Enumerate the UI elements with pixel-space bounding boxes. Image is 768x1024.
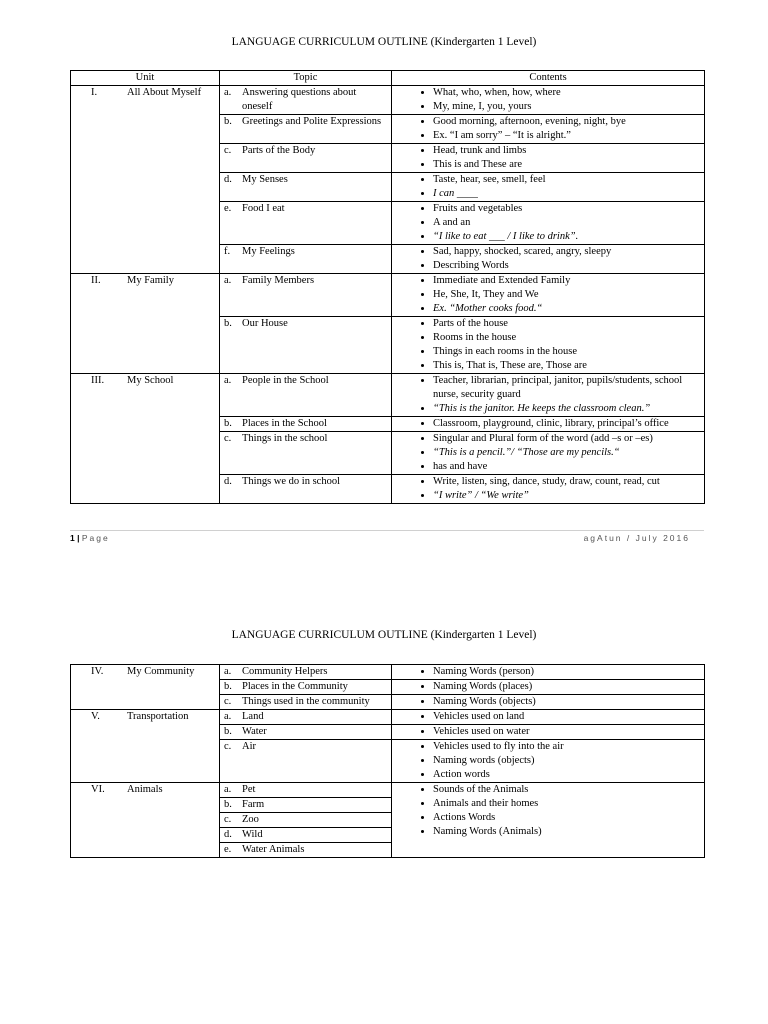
contents-list [395,202,701,244]
contents-list [395,115,701,143]
content-item: • He, She, It, They and We [433,288,701,302]
topic-text: Places in the Community [242,681,348,692]
content-item: • Actions Words [433,811,701,825]
topic-text: Land [242,711,264,722]
topic-text: Community Helpers [242,666,328,677]
header-contents: Contents [392,71,705,86]
unit-number: I. [91,87,98,98]
unit-number: III. [91,375,105,386]
topic-text: My Senses [242,174,288,185]
contents-cell [392,680,705,695]
topic-letter: a. [224,784,232,795]
content-item: • Action words [433,768,701,782]
topic-text: Air [242,741,256,752]
topic-text: Food I eat [242,203,285,214]
unit-number: V. [91,711,100,722]
table-body [71,665,705,858]
topic-cell [220,417,392,432]
contents-cell [392,475,705,504]
topic-cell [220,665,392,680]
content-item: • Teacher, librarian, principal, janitor, pupils/students, school nurse, security guard [433,374,701,402]
contents-cell [392,86,705,115]
content-item: • Vehicles used on land [433,710,701,724]
contents-list [395,710,701,724]
contents-list [395,475,701,503]
topic-letter: d. [224,174,232,185]
topic-letter: a. [224,87,232,98]
topic-text: Farm [242,799,265,810]
contents-list [395,374,701,416]
content-item: • Vehicles used to fly into the air [433,740,701,754]
header-topic: Topic [220,71,392,86]
unit-name: Animals [127,784,163,795]
header-unit: Unit [71,71,220,86]
topic-letter: c. [224,814,232,825]
content-item: • Naming Words (person) [433,665,701,679]
topic-cell [220,317,392,374]
content-item: • Things in each rooms in the house [433,345,701,359]
table-row [71,86,705,115]
topic-cell [220,245,392,274]
topic-cell [220,144,392,173]
contents-cell [392,740,705,783]
topic-letter: a. [224,666,232,677]
topic-text: Water [242,726,267,737]
content-item: • Immediate and Extended Family [433,274,701,288]
topic-text: Family Members [242,275,315,286]
topic-text: Zoo [242,814,259,825]
topic-letter: e. [224,844,232,855]
topic-cell [220,813,392,828]
topic-text: Pet [242,784,256,795]
topic-text: Answering questions about oneself [242,87,357,112]
table-body [71,86,705,504]
page-word: Page [81,533,110,543]
content-item: • Fruits and vegetables [433,202,701,216]
content-item: • “This is a pencil.”/ “Those are my pencils.“ [433,446,701,460]
curriculum-table-page-1 [70,70,705,504]
contents-list [395,783,701,839]
unit-cell [71,783,220,858]
topic-letter: b. [224,726,232,737]
contents-cell [392,695,705,710]
contents-cell [392,144,705,173]
content-item: • Sounds of the Animals [433,783,701,797]
topic-letter: b. [224,799,232,810]
topic-letter: b. [224,681,232,692]
unit-number: II. [91,275,101,286]
content-item: • Singular and Plural form of the word (add –s or –es) [433,432,701,446]
content-item: • “This is the janitor. He keeps the classroom clean.” [433,402,701,416]
unit-name: My School [127,375,174,386]
contents-list [395,274,701,316]
topic-text: Wild [242,829,263,840]
content-item: • Taste, hear, see, smell, feel [433,173,701,187]
content-item: • Rooms in the house [433,331,701,345]
topic-cell [220,432,392,475]
content-item: • Naming Words (places) [433,680,701,694]
content-item: • Classroom, playground, clinic, library, principal’s office [433,417,701,431]
content-item: • Ex. “I am sorry” – “It is alright.” [433,129,701,143]
topic-cell [220,86,392,115]
content-item: • Ex. “Mother cooks food.“ [433,302,701,316]
contents-list [395,432,701,474]
content-item: • Naming Words (Animals) [433,825,701,839]
contents-list [395,144,701,172]
topic-letter: b. [224,116,232,127]
topic-text: Things in the school [242,433,328,444]
topic-cell [220,798,392,813]
contents-list [395,695,701,709]
unit-cell [71,274,220,374]
topic-text: Our House [242,318,288,329]
unit-cell [71,710,220,783]
page-number: 1 [70,533,75,543]
unit-cell [71,665,220,710]
unit-cell [71,86,220,274]
contents-list [395,173,701,201]
topic-cell [220,202,392,245]
content-item: • Naming Words (objects) [433,695,701,709]
topic-cell [220,374,392,417]
contents-list [395,245,701,273]
page-title: LANGUAGE CURRICULUM OUTLINE (Kindergarten 1 Level) [231,629,537,641]
contents-cell [392,417,705,432]
topic-cell [220,173,392,202]
topic-text: Things we do in school [242,476,340,487]
content-item: • Naming words (objects) [433,754,701,768]
topic-letter: a. [224,375,232,386]
contents-cell [392,710,705,725]
header-row [71,71,705,86]
content-item: • “I like to eat ___ / I like to drink”. [433,230,701,244]
topic-letter: b. [224,418,232,429]
topic-text: Greetings and Polite Expressions [242,116,382,127]
content-item: • My, mine, I, you, yours [433,100,701,114]
contents-cell [392,374,705,417]
footer-divider [70,530,704,531]
topic-letter: a. [224,711,232,722]
contents-cell [392,245,705,274]
contents-cell [392,317,705,374]
topic-text: Things used in the community [242,696,370,707]
table-row [71,665,705,680]
topic-cell [220,695,392,710]
contents-cell [392,725,705,740]
content-item: • has and have [433,460,701,474]
topic-letter: c. [224,433,232,444]
topic-letter: d. [224,829,232,840]
topic-text: Places in the School [242,418,327,429]
unit-number: IV. [91,666,104,677]
contents-list [395,665,701,679]
contents-list [395,317,701,373]
content-item: • What, who, when, how, where [433,86,701,100]
topic-cell [220,828,392,843]
table-row [71,710,705,725]
contents-list [395,740,701,782]
contents-list [395,86,701,114]
topic-letter: c. [224,145,232,156]
content-item: • This is, That is, These are, Those are [433,359,701,373]
unit-name: All About Myself [127,87,202,98]
page-separator: | [74,533,82,543]
contents-cell [392,274,705,317]
topic-letter: d. [224,476,232,487]
topic-text: Water Animals [242,844,305,855]
topic-text: Parts of the Body [242,145,316,156]
table-row [71,374,705,417]
topic-cell [220,680,392,695]
contents-cell [392,665,705,680]
topic-text: My Feelings [242,246,295,257]
content-item: • Sad, happy, shocked, scared, angry, sleepy [433,245,701,259]
contents-cell [392,173,705,202]
topic-letter: b. [224,318,232,329]
content-item: • Vehicles used on water [433,725,701,739]
curriculum-table-page-2 [70,664,705,858]
topic-cell [220,843,392,858]
unit-name: My Family [127,275,174,286]
topic-cell [220,783,392,798]
content-item: • I can ____ [433,187,701,201]
topic-letter: a. [224,275,232,286]
table-row [71,783,705,798]
footer-author-date: agAtun / July 2016 [583,533,690,543]
unit-name: Transportation [127,711,189,722]
contents-cell [392,115,705,144]
topic-letter: f. [224,246,231,257]
contents-list [395,417,701,431]
contents-cell [392,432,705,475]
contents-list [395,725,701,739]
unit-number: VI. [91,784,105,795]
topic-letter: e. [224,203,232,214]
topic-cell [220,725,392,740]
topic-cell [220,475,392,504]
content-item: • Write, listen, sing, dance, study, draw, count, read, cut [433,475,701,489]
topic-cell [220,740,392,783]
topic-letter: c. [224,741,232,752]
content-item: • Good morning, afternoon, evening, night, bye [433,115,701,129]
content-item: • Describing Words [433,259,701,273]
unit-cell [71,374,220,504]
page-footer [70,533,704,543]
topic-letter: c. [224,696,232,707]
page-title: LANGUAGE CURRICULUM OUTLINE (Kindergarten 1 Level) [231,36,537,48]
topic-cell [220,710,392,725]
content-item: • This is and These are [433,158,701,172]
content-item: • Animals and their homes [433,797,701,811]
unit-name: My Community [127,666,195,677]
table-row [71,274,705,317]
content-item: • A and an [433,216,701,230]
topic-cell [220,274,392,317]
contents-list [395,680,701,694]
content-item: • “I write” / “We write” [433,489,701,503]
content-item: • Parts of the house [433,317,701,331]
topic-text: People in the School [242,375,329,386]
content-item: • Head, trunk and limbs [433,144,701,158]
contents-cell [392,783,705,858]
topic-cell [220,115,392,144]
contents-cell [392,202,705,245]
